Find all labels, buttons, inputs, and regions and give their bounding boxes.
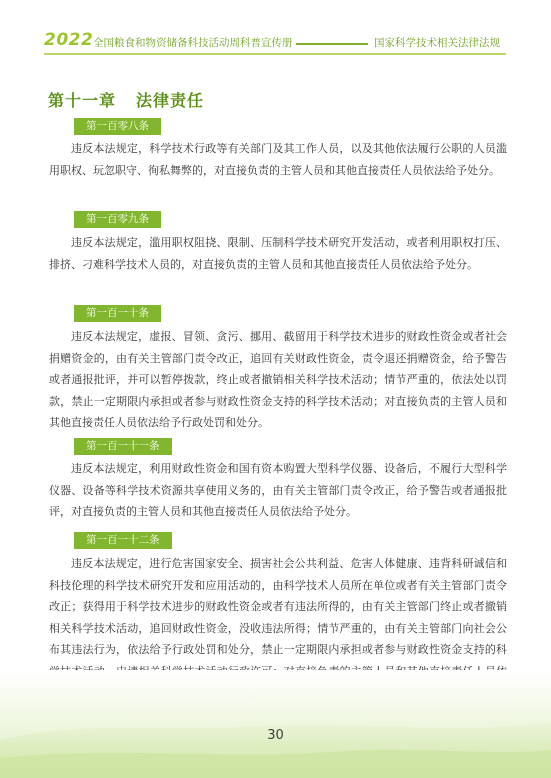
article-text-111: 违反本法规定，利用财政性资金和国有资本购置大型科学仪器、设备后，不履行大型科学仪器、设备等科学技术资源共享使用义务的，由有关主管部门责令改正，给予警告或者通报批评，对直接负责的主管人员和其他直接责任人员依法给予处分。 (49, 462, 507, 518)
page-header (0, 0, 551, 52)
chapter-heading (48, 88, 204, 111)
article-label-110: 第一百一十条 (74, 305, 161, 322)
article-label-111: 第一百一十一条 (74, 438, 172, 455)
chapter-number: 第十一章 (48, 91, 117, 110)
header-divider-line (296, 43, 368, 45)
header-campaign-title: 全国粮食和物资储备科技活动周科普宣传册 (93, 37, 293, 49)
header-bottom-rule (44, 53, 506, 55)
article-text-108: 违反本法规定，科学技术行政等有关部门及其工作人员，以及其他依法履行公职的人员滥用职权、玩忽职守、徇私舞弊的，对直接负责的主管人员和其他直接责任人员依法给予处分。 (49, 142, 507, 177)
article-text-109: 违反本法规定，滥用职权阻挠、限制、压制科学技术研究开发活动，或者利用职权打压、排挤、刁难科学技术人员的，对直接负责的主管人员和其他直接责任人员依法给予处分。 (49, 236, 507, 271)
article-label-109: 第一百零九条 (74, 211, 161, 228)
article-text-110: 违反本法规定，虚报、冒领、贪污、挪用、截留用于科学技术进步的财政性资金或者社会捐赠资金的，由有关主管部门责令改正，追回有关财政性资金，责令退还捐赠资金，给予警告或者通报批评，并可以暂停拨款，终止或者撤销相关科学技术活动；情节严重的，依法处以罚款，禁止一定期限内承担或者参与财政性资金支持的科学技术活动；对直接负责的主管人员和其他直接责任人员依法给予行政处罚和处分。 (49, 330, 507, 429)
header-section-title: 国家科学技术相关法律法规 (374, 37, 500, 49)
footer-landscape-decoration (0, 670, 551, 778)
article-text-112: 违反本法规定，进行危害国家安全、损害社会公共利益、危害人体健康、违背科研诚信和科技伦理的科学技术研究开发和应用活动的，由科学技术人员所在单位或者有关主管部门责令改正；获得用于科学技术进步的财政性资金或者有违法所得的，由有关主管部门终止或者撤销相关科学技术活动，追回财政性资金，没收违法所得；情节严重的，由有关主管部门向社会公布其违法行为，依法给予行政处罚和处分，禁止一定期限内承担或者参与财政性资金支持的科 (49, 557, 507, 656)
article-label-112: 第一百一十二条 (74, 532, 172, 549)
article-label-108: 第一百零八条 (74, 118, 161, 135)
header-year: 2022 (44, 30, 94, 50)
chapter-title: 法律责任 (136, 91, 205, 110)
page-number: 30 (267, 728, 284, 743)
